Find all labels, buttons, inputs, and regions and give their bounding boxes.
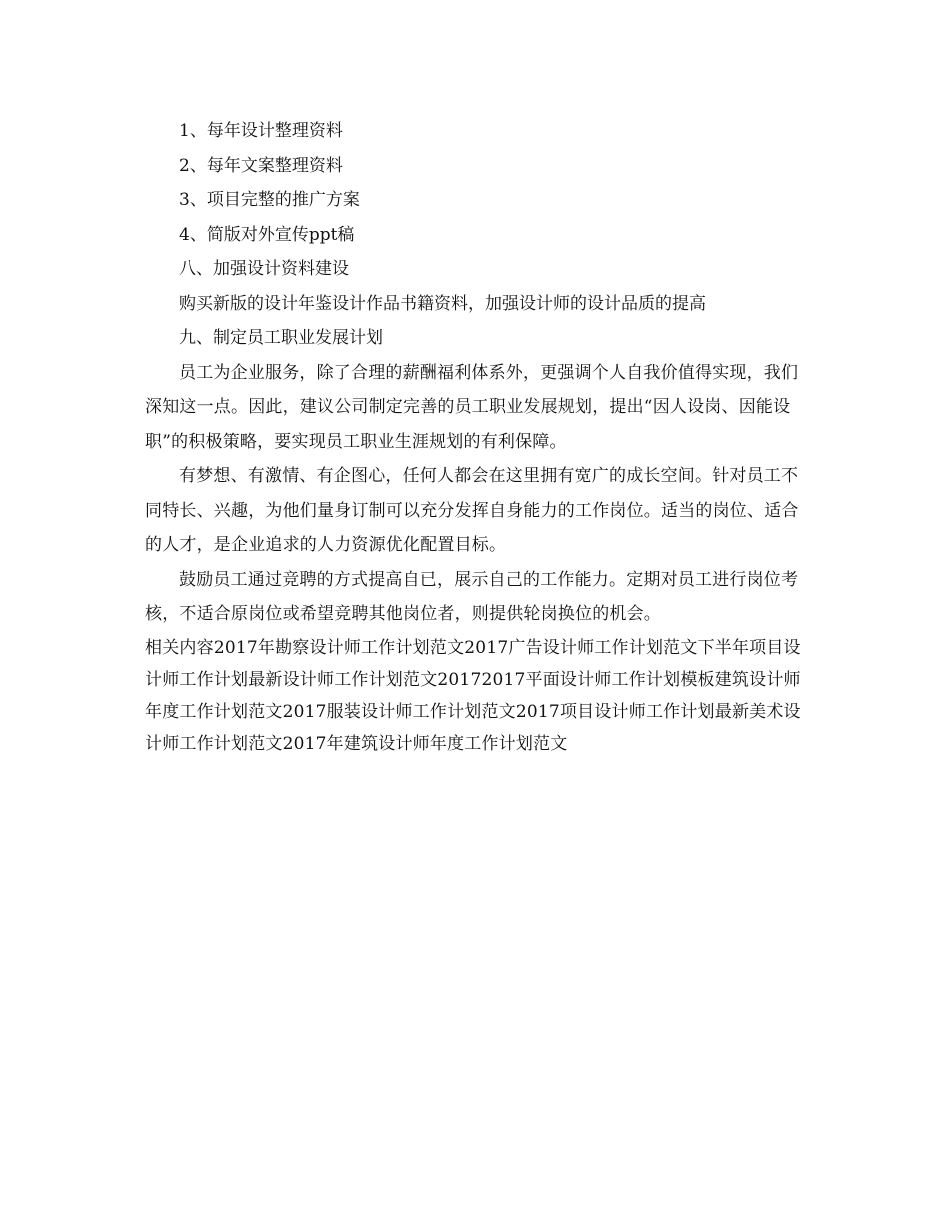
section-9-paragraph-2: 有梦想、有激情、有企图心，任何人都会在这里拥有宽广的成长空间。针对员工不同特长、兴趣，为他们量身订制可以充分发挥自身能力的工作岗位。适当的岗位、适合的人才，是企业追求的人力资源优化配置目标。 (145, 466, 799, 555)
related-link-1[interactable]: 2017年勘察设计师工作计划范文 (213, 637, 465, 658)
related-link-9[interactable]: 最新美术设计师工作计划范文 (145, 701, 801, 754)
list-item-4: 4、简版对外宣传ppt稿 (179, 224, 355, 245)
list-item-1: 1、每年设计整理资料 (179, 121, 343, 141)
related-content (145, 632, 805, 760)
related-link-6[interactable]: 建筑设计师年度工作计划范文 (145, 669, 801, 722)
related-link-4[interactable]: 最新设计师工作计划范文2017 (248, 669, 482, 690)
related-link-7[interactable]: 2017服装设计师工作计划范文 (282, 701, 516, 722)
related-link-10[interactable]: 2017年建筑设计师年度工作计划范文 (282, 733, 568, 754)
related-link-3[interactable]: 下半年项目设计师工作计划 (145, 637, 801, 690)
section-9-heading: 九、制定员工职业发展计划 (179, 328, 383, 348)
related-label: 相关内容 (145, 637, 214, 658)
related-link-5[interactable]: 2017平面设计师工作计划模板 (481, 669, 715, 690)
related-link-2[interactable]: 2017广告设计师工作计划范文 (464, 637, 698, 658)
related-link-8[interactable]: 2017项目设计师工作计划 (515, 701, 715, 722)
section-8-body: 购买新版的设计年鉴设计作品书籍资料，加强设计师的设计品质的提高 (179, 293, 706, 314)
section-9-paragraph-1: 员工为企业服务，除了合理的薪酬福利体系外，更强调个人自我价值得实现，我们深知这一点。因此，建议公司制定完善的员工职业发展规划，提出“因人设岗、因能设职”的积极策略，要实现员工职业生涯规划的有利保障。 (145, 362, 799, 452)
list-item-3: 3、项目完整的推广方案 (179, 190, 360, 210)
list-item-2: 2、每年文案整理资料 (179, 155, 343, 176)
section-9-paragraph-3: 鼓励员工通过竞聘的方式提高自已，展示自己的工作能力。定期对员工进行岗位考核，不适合原岗位或希望竞聘其他岗位者，则提供轮岗换位的机会。 (145, 569, 799, 624)
document-body (145, 114, 805, 760)
section-8-heading: 八、加强设计资料建设 (179, 259, 349, 279)
